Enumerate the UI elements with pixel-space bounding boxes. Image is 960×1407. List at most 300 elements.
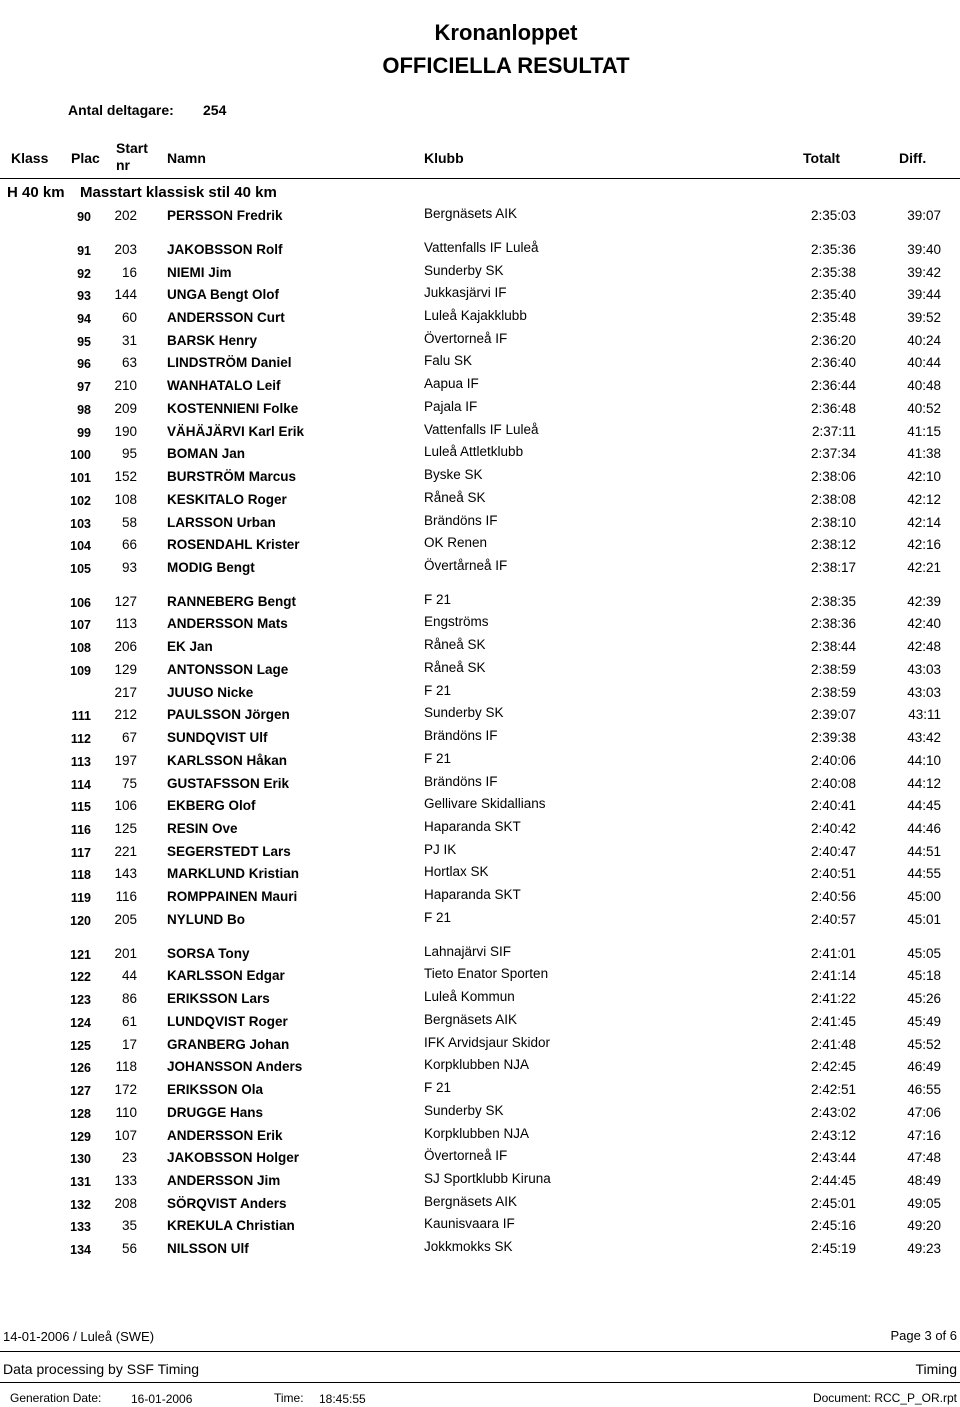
result-time-diff: 45:26 (907, 991, 941, 1007)
result-start-number: 210 (114, 378, 137, 394)
result-place: 104 (70, 539, 91, 554)
result-club: OK Renen (424, 535, 488, 551)
result-name: GUSTAFSSON Erik (167, 775, 290, 791)
result-total-time: 2:38:36 (810, 616, 856, 632)
result-name: BURSTRÖM Marcus (167, 469, 297, 484)
result-total-time: 2:38:17 (810, 560, 856, 575)
result-club: Aapua IF (424, 376, 479, 392)
result-total-time: 2:39:38 (810, 730, 856, 746)
result-start-number: 205 (114, 911, 137, 927)
result-time-diff: 49:05 (907, 1195, 941, 1211)
result-name: JOHANSSON Anders (167, 1059, 303, 1075)
result-time-diff: 42:39 (907, 593, 941, 609)
table-row (0, 659, 960, 682)
footer-document: Document: RCC_P_OR.rpt (812, 1391, 957, 1405)
result-name: KOSTENNIENI Folke (167, 400, 299, 416)
result-start-number: 221 (114, 843, 137, 859)
result-place: 113 (70, 754, 91, 769)
table-row (0, 968, 960, 988)
table-row (0, 616, 960, 636)
table-row (0, 537, 960, 557)
result-club: Vattenfalls IF Luleå (424, 421, 539, 437)
result-name: JAKOBSSON Rolf (167, 241, 283, 257)
result-place: 133 (70, 1220, 91, 1235)
result-time-diff: 47:16 (907, 1127, 941, 1143)
result-start-number: 95 (121, 446, 137, 462)
result-place: 96 (77, 357, 91, 372)
result-start-number: 208 (114, 1195, 137, 1211)
result-club: F 21 (424, 1080, 452, 1095)
result-place: 128 (70, 1106, 91, 1121)
result-name: BARSK Henry (167, 332, 258, 348)
footer-generation-date: 16-01-2006 (131, 1392, 193, 1406)
result-place: 118 (70, 868, 91, 883)
result-total-time: 2:39:07 (810, 707, 856, 723)
col-start-line2: nr (116, 157, 130, 173)
result-place: 111 (71, 709, 91, 724)
result-name: JAKOBSSON Holger (167, 1150, 300, 1166)
result-club: Byske SK (424, 467, 483, 482)
result-name: ANDERSSON Curt (167, 309, 285, 325)
result-start-number: 212 (114, 707, 137, 723)
result-total-time: 2:40:06 (810, 752, 856, 768)
result-name: UNGA Bengt Olof (167, 287, 279, 303)
footer-data-processing: Data processing by SSF Timing (3, 1361, 200, 1377)
result-start-number: 106 (114, 798, 137, 814)
result-club: Luleå Attletklubb (424, 444, 524, 460)
table-row (0, 639, 960, 659)
footer-divider-bottom (0, 1382, 960, 1383)
result-time-diff: 42:12 (907, 491, 941, 507)
result-start-number: 107 (114, 1127, 137, 1143)
result-start-number: 133 (114, 1172, 137, 1188)
table-row (0, 707, 960, 727)
result-start-number: 125 (114, 821, 137, 836)
result-place: 105 (70, 562, 91, 576)
result-time-diff: 42:21 (907, 560, 941, 575)
col-namn: Namn (167, 150, 206, 166)
table-row (0, 446, 960, 466)
table-row (0, 262, 960, 285)
result-start-number: 31 (121, 332, 137, 348)
col-plac: Plac (71, 150, 100, 166)
result-place: 93 (77, 289, 91, 304)
result-place: 126 (70, 1061, 91, 1076)
result-total-time: 2:36:40 (810, 355, 856, 371)
result-total-time: 2:35:03 (810, 208, 856, 223)
result-time-diff: 44:45 (907, 798, 941, 814)
result-time-diff: 49:23 (907, 1241, 941, 1257)
result-place: 117 (70, 845, 91, 860)
result-place: 122 (70, 970, 91, 985)
result-time-diff: 41:38 (907, 446, 941, 462)
result-total-time: 2:38:59 (810, 661, 856, 677)
result-name: NILSSON Ulf (167, 1241, 249, 1257)
result-time-diff: 39:44 (907, 287, 941, 303)
result-start-number: 202 (114, 208, 137, 223)
result-place: 91 (77, 243, 91, 258)
result-club: Bergnäsets AIK (424, 206, 518, 221)
result-club: Korpklubben NJA (424, 1125, 530, 1141)
result-total-time: 2:40:41 (810, 798, 856, 814)
result-start-number: 197 (114, 752, 137, 768)
result-start-number: 67 (121, 730, 137, 746)
result-name: RANNEBERG Bengt (167, 593, 297, 609)
result-club: F 21 (424, 909, 452, 925)
result-name: ANTONSSON Lage (167, 661, 289, 677)
col-diff: Diff. (899, 150, 927, 166)
result-total-time: 2:36:20 (810, 332, 856, 348)
result-total-time: 2:41:22 (810, 991, 856, 1007)
table-row (0, 1059, 960, 1079)
result-name: LINDSTRÖM Daniel (167, 355, 292, 371)
result-start-number: 127 (114, 593, 137, 609)
result-total-time: 2:43:44 (810, 1150, 856, 1166)
table-row (0, 821, 960, 841)
table-row (0, 1082, 960, 1102)
table-row (0, 1193, 960, 1216)
result-total-time: 2:38:10 (810, 514, 856, 530)
result-name: BOMAN Jan (167, 446, 246, 462)
result-time-diff: 40:52 (907, 400, 941, 416)
table-row (0, 730, 960, 750)
result-place: 109 (70, 663, 91, 678)
result-place: 97 (77, 380, 91, 395)
result-total-time: 2:41:48 (810, 1036, 856, 1052)
result-club: Vattenfalls IF Luleå (424, 239, 539, 255)
result-start-number: 209 (114, 400, 137, 416)
result-club: F 21 (424, 750, 452, 766)
col-start-line1: Start (116, 140, 148, 156)
result-total-time: 2:35:48 (810, 309, 856, 325)
result-name: SORSA Tony (167, 945, 250, 961)
result-total-time: 2:42:45 (810, 1059, 856, 1075)
result-time-diff: 45:49 (907, 1013, 941, 1029)
result-club: Jokkmokks SK (424, 1239, 513, 1255)
result-place: 134 (70, 1243, 91, 1258)
result-start-number: 129 (114, 661, 137, 677)
result-total-time: 2:37:11 (811, 423, 856, 439)
result-total-time: 2:42:51 (810, 1082, 856, 1097)
result-club: Bergnäsets AIK (424, 1193, 518, 1209)
result-time-diff: 45:01 (907, 911, 941, 927)
result-place: 130 (70, 1152, 91, 1167)
result-total-time: 2:38:12 (810, 537, 856, 553)
result-start-number: 58 (121, 514, 137, 530)
result-club: Luleå Kommun (424, 989, 515, 1005)
footer-time-label: Time: (274, 1391, 304, 1405)
result-club: Falu SK (424, 353, 473, 369)
result-place: 119 (70, 891, 91, 906)
result-club: Luleå Kajakklubb (424, 307, 527, 323)
result-name: GRANBERG Johan (167, 1036, 290, 1052)
result-start-number: 172 (114, 1082, 137, 1097)
result-start-number: 23 (121, 1150, 137, 1166)
result-start-number: 110 (115, 1104, 137, 1120)
result-time-diff: 43:03 (907, 661, 941, 677)
result-time-diff: 46:55 (907, 1082, 941, 1097)
table-row (0, 489, 960, 512)
footer-date-place: 14-01-2006 / Luleå (SWE) (3, 1329, 155, 1344)
table-row (0, 287, 960, 307)
result-total-time: 2:35:38 (810, 264, 856, 280)
table-row (0, 773, 960, 796)
result-total-time: 2:37:34 (810, 446, 856, 462)
result-club: Sunderby SK (424, 262, 504, 278)
result-name: KESKITALO Roger (167, 491, 287, 507)
result-club: Övertorneå IF (424, 1148, 508, 1164)
footer-divider-top (0, 1351, 960, 1352)
result-club: Haparanda SKT (424, 819, 521, 834)
page-title: Kronanloppet (434, 20, 578, 45)
result-name: LUNDQVIST Roger (167, 1013, 288, 1029)
result-club: Sunderby SK (424, 1102, 504, 1118)
result-total-time: 2:43:12 (810, 1127, 856, 1143)
result-time-diff: 41:15 (907, 423, 941, 439)
table-row (0, 841, 960, 864)
result-start-number: 75 (121, 775, 137, 791)
table-row (0, 307, 960, 330)
result-time-diff: 43:42 (907, 730, 941, 746)
table-row (0, 421, 960, 444)
result-place: 98 (77, 402, 91, 417)
result-start-number: 206 (114, 639, 137, 655)
result-place: 90 (77, 210, 91, 224)
result-time-diff: 47:48 (907, 1150, 941, 1166)
result-time-diff: 44:12 (907, 775, 941, 791)
result-club: Jukkasjärvi IF (424, 285, 507, 301)
result-total-time: 2:38:06 (810, 469, 856, 484)
table-row (0, 1102, 960, 1125)
result-time-diff: 45:05 (907, 945, 941, 961)
result-start-number: 60 (121, 309, 137, 325)
table-row (0, 889, 960, 909)
result-name: ANDERSSON Jim (167, 1172, 281, 1188)
result-time-diff: 43:11 (908, 707, 941, 723)
result-total-time: 2:41:01 (810, 945, 856, 961)
table-row (0, 1150, 960, 1170)
result-place: 95 (77, 334, 91, 349)
result-name: PERSSON Fredrik (167, 208, 283, 223)
result-club: Tieto Enator Sporten (424, 966, 549, 982)
result-total-time: 2:44:45 (810, 1172, 856, 1188)
result-place: 108 (70, 641, 91, 656)
result-start-number: 17 (121, 1036, 137, 1052)
result-name: KARLSSON Håkan (167, 752, 288, 768)
result-time-diff: 45:00 (907, 889, 941, 905)
participants-count: 254 (203, 102, 227, 118)
result-time-diff: 40:48 (907, 378, 941, 394)
result-place: 132 (70, 1197, 91, 1212)
result-start-number: 144 (114, 287, 137, 303)
result-club: Brändöns IF (424, 728, 498, 744)
result-place: 92 (77, 266, 91, 281)
result-name: ROSENDAHL Krister (167, 537, 300, 553)
result-time-diff: 43:03 (907, 684, 941, 700)
result-total-time: 2:38:08 (810, 491, 856, 507)
table-row (0, 909, 960, 932)
result-name: VÄHÄJÄRVI Karl Erik (167, 423, 305, 439)
table-row (0, 1125, 960, 1148)
result-start-number: 152 (114, 469, 137, 484)
result-time-diff: 39:42 (907, 264, 941, 280)
table-row (0, 682, 960, 705)
result-time-diff: 42:14 (907, 514, 941, 530)
result-name: NYLUND Bo (167, 911, 245, 927)
table-row (0, 866, 960, 886)
result-name: NIEMI Jim (167, 264, 232, 280)
result-place: 129 (70, 1129, 91, 1144)
result-total-time: 2:41:14 (810, 968, 856, 984)
table-row (0, 1011, 960, 1034)
table-row (0, 943, 960, 966)
result-name: KARLSSON Edgar (167, 968, 285, 984)
result-club: Övertorneå IF (424, 330, 508, 346)
result-name: RESIN Ove (167, 821, 238, 836)
result-name: DRUGGE Hans (167, 1104, 264, 1120)
result-place: 116 (70, 823, 91, 837)
result-name: LARSSON Urban (167, 514, 276, 530)
result-time-diff: 45:18 (907, 968, 941, 984)
result-total-time: 2:35:36 (810, 241, 856, 257)
result-place: 123 (70, 993, 91, 1008)
result-name: ANDERSSON Erik (167, 1127, 283, 1143)
result-start-number: 16 (121, 264, 137, 280)
result-total-time: 2:38:35 (810, 593, 856, 609)
col-klubb: Klubb (424, 150, 464, 166)
result-club: Brändöns IF (424, 512, 498, 528)
result-place: 121 (70, 947, 91, 962)
result-total-time: 2:36:48 (810, 400, 856, 416)
result-start-number: 56 (121, 1241, 137, 1257)
result-name: MODIG Bengt (167, 560, 255, 575)
result-start-number: 201 (114, 945, 137, 961)
result-place: 114 (70, 777, 91, 792)
result-name: KREKULA Christian (167, 1218, 295, 1234)
result-place: 106 (70, 595, 91, 610)
result-time-diff: 47:06 (907, 1104, 941, 1120)
table-row (0, 398, 960, 421)
result-place: 107 (70, 618, 91, 633)
result-place: 127 (70, 1084, 91, 1098)
result-start-number: 35 (121, 1218, 137, 1234)
result-total-time: 2:38:44 (810, 639, 856, 655)
result-place: 99 (77, 425, 91, 440)
result-club: PJ IK (424, 841, 457, 857)
result-time-diff: 44:55 (907, 866, 941, 882)
result-place: 125 (70, 1038, 91, 1053)
result-time-diff: 45:52 (907, 1036, 941, 1052)
result-club: F 21 (424, 682, 452, 698)
footer-time-value: 18:45:55 (319, 1392, 366, 1406)
result-club: Brändöns IF (424, 773, 498, 789)
participants-label: Antal deltagare: (68, 102, 174, 118)
table-row (0, 1170, 960, 1193)
result-time-diff: 42:16 (907, 537, 941, 553)
result-place: 101 (70, 471, 91, 485)
result-name: ERIKSSON Lars (167, 991, 270, 1007)
table-row (0, 591, 960, 614)
result-club: Råneå SK (424, 637, 486, 653)
result-time-diff: 39:07 (907, 208, 941, 223)
result-time-diff: 40:24 (907, 332, 941, 348)
result-place: 94 (77, 311, 91, 326)
result-name: PAULSSON Jörgen (167, 707, 290, 723)
page-subtitle: OFFICIELLA RESULTAT (382, 53, 630, 78)
footer-generation-label: Generation Date: (10, 1391, 102, 1405)
result-start-number: 61 (121, 1013, 137, 1029)
table-row (0, 991, 960, 1011)
table-row (0, 208, 960, 228)
result-total-time: 2:40:51 (810, 866, 856, 882)
result-time-diff: 44:10 (907, 752, 941, 768)
footer-page-number: Page 3 of 6 (890, 1328, 957, 1343)
result-club: Korpklubben NJA (424, 1057, 530, 1073)
result-club: Råneå SK (424, 489, 486, 505)
result-start-number: 143 (114, 866, 137, 882)
result-time-diff: 44:46 (907, 821, 941, 836)
result-name: ANDERSSON Mats (167, 616, 288, 632)
result-total-time: 2:45:16 (810, 1218, 856, 1234)
result-start-number: 66 (121, 537, 137, 553)
result-club: SJ Sportklubb Kiruna (424, 1170, 551, 1186)
result-time-diff: 42:40 (907, 616, 941, 632)
result-total-time: 2:35:40 (810, 287, 856, 303)
result-club: Hortlax SK (424, 864, 489, 880)
result-total-time: 2:40:56 (810, 889, 856, 905)
result-name: SUNDQVIST Ulf (167, 730, 268, 746)
result-place: 120 (70, 913, 91, 928)
section-class-name: Masstart klassisk stil 40 km (80, 184, 277, 201)
table-row (0, 1241, 960, 1261)
result-place: 131 (70, 1174, 91, 1189)
result-place: 112 (70, 732, 91, 747)
result-club: F 21 (424, 591, 452, 607)
result-club: Kaunisvaara IF (424, 1216, 515, 1232)
result-total-time: 2:40:08 (810, 775, 856, 791)
result-start-number: 86 (121, 991, 137, 1007)
table-row (0, 560, 960, 580)
result-total-time: 2:38:59 (810, 684, 856, 700)
result-name: JUUSO Nicke (167, 684, 254, 700)
result-time-diff: 39:40 (907, 241, 941, 257)
result-start-number: 203 (114, 241, 137, 257)
col-klass: Klass (11, 150, 49, 166)
result-club: Gellivare Skidallians (424, 796, 546, 812)
table-row (0, 1218, 960, 1238)
result-place: 100 (70, 448, 91, 463)
result-time-diff: 42:48 (907, 639, 941, 655)
result-total-time: 2:45:19 (810, 1241, 856, 1257)
result-start-number: 190 (114, 423, 137, 439)
result-start-number: 118 (115, 1059, 137, 1075)
result-total-time: 2:45:01 (810, 1195, 856, 1211)
result-time-diff: 39:52 (907, 309, 941, 325)
result-name: ERIKSSON Ola (167, 1082, 264, 1097)
result-place: 115 (70, 800, 91, 815)
table-row (0, 378, 960, 398)
result-club: Engströms (424, 614, 489, 630)
result-place: 103 (70, 516, 91, 531)
result-start-number: 44 (121, 968, 137, 984)
result-time-diff: 46:49 (907, 1059, 941, 1075)
result-time-diff: 48:49 (907, 1172, 941, 1188)
result-time-diff: 40:44 (907, 355, 941, 371)
result-start-number: 63 (121, 355, 137, 371)
table-row (0, 750, 960, 773)
result-start-number: 93 (121, 560, 137, 575)
result-name: SEGERSTEDT Lars (167, 843, 291, 859)
